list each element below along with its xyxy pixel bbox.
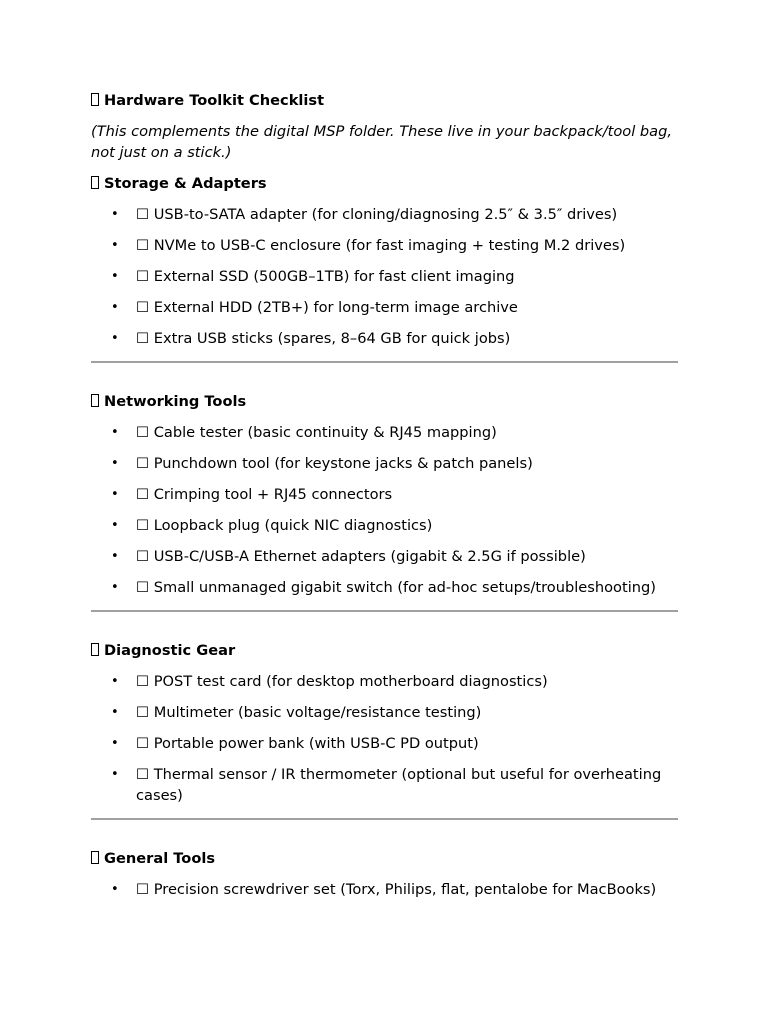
checklist-item-text: Small unmanaged gigabit switch (for ad-hoc setups/troubleshooting) xyxy=(153,579,656,596)
bullet-icon: • xyxy=(111,549,119,564)
checkbox-icon[interactable]: ☐ xyxy=(136,330,150,347)
bullet-icon: • xyxy=(111,674,119,689)
bullet-icon: • xyxy=(111,580,119,595)
checklist-item xyxy=(91,297,678,318)
section-general-tools xyxy=(91,848,678,900)
checklist-item xyxy=(91,671,678,692)
missing-glyph-icon xyxy=(91,176,99,189)
checklist-item xyxy=(91,764,678,806)
section-heading-text: Diagnostic Gear xyxy=(104,642,236,659)
checklist-item-text: Cable tester (basic continuity & RJ45 mapping) xyxy=(153,424,497,441)
checklist xyxy=(91,204,678,349)
bullet-icon: • xyxy=(111,882,119,897)
section-heading-text: Storage & Adapters xyxy=(104,175,267,192)
checklist-item xyxy=(91,422,678,443)
checkbox-icon[interactable]: ☐ xyxy=(136,455,150,472)
checkbox-icon[interactable]: ☐ xyxy=(136,673,150,690)
bullet-icon: • xyxy=(111,238,119,253)
checkbox-icon[interactable]: ☐ xyxy=(136,206,150,223)
checkbox-icon[interactable]: ☐ xyxy=(136,424,150,441)
checkbox-icon[interactable]: ☐ xyxy=(136,268,150,285)
checklist-item-text: Extra USB sticks (spares, 8–64 GB for quick jobs) xyxy=(153,330,511,347)
checkbox-icon[interactable]: ☐ xyxy=(136,299,150,316)
section-heading-text: Networking Tools xyxy=(104,393,247,410)
checklist-item-text: Thermal sensor / IR thermometer (optional but useful for overheating cases) xyxy=(136,766,662,804)
missing-glyph-icon xyxy=(91,643,99,656)
checklist-item-text: NVMe to USB-C enclosure (for fast imaging + testing M.2 drives) xyxy=(153,237,626,254)
checklist-item xyxy=(91,328,678,349)
section-diagnostic-gear xyxy=(91,640,678,820)
section-heading xyxy=(91,173,678,195)
checkbox-icon[interactable]: ☐ xyxy=(136,486,150,503)
checklist-item-text: Portable power bank (with USB-C PD output) xyxy=(153,735,479,752)
section-heading xyxy=(91,640,678,662)
checklist-item-text: POST test card (for desktop motherboard diagnostics) xyxy=(153,673,548,690)
checklist-item xyxy=(91,733,678,754)
bullet-icon: • xyxy=(111,207,119,222)
checklist-item xyxy=(91,879,678,900)
checklist-item-text: Punchdown tool (for keystone jacks & patch panels) xyxy=(153,455,533,472)
checklist-item-text: Multimeter (basic voltage/resistance testing) xyxy=(153,704,482,721)
bullet-icon: • xyxy=(111,518,119,533)
bullet-icon: • xyxy=(111,736,119,751)
checkbox-icon[interactable]: ☐ xyxy=(136,517,150,534)
document-title-text: Hardware Toolkit Checklist xyxy=(104,92,325,109)
bullet-icon: • xyxy=(111,705,119,720)
checklist-item-text: External HDD (2TB+) for long-term image archive xyxy=(153,299,518,316)
checkbox-icon[interactable]: ☐ xyxy=(136,735,150,752)
checklist xyxy=(91,422,678,598)
checklist-item xyxy=(91,235,678,256)
bullet-icon: • xyxy=(111,767,119,782)
checklist-item xyxy=(91,702,678,723)
checklist-item-text: Loopback plug (quick NIC diagnostics) xyxy=(153,517,433,534)
section-storage-adapters xyxy=(91,173,678,363)
checkbox-icon[interactable]: ☐ xyxy=(136,881,150,898)
checklist-item-text: Crimping tool + RJ45 connectors xyxy=(153,486,393,503)
checkbox-icon[interactable]: ☐ xyxy=(136,579,150,596)
bullet-icon: • xyxy=(111,331,119,346)
checklist-item xyxy=(91,204,678,225)
section-networking-tools xyxy=(91,391,678,612)
section-divider xyxy=(91,361,678,363)
checklist-item xyxy=(91,546,678,567)
checklist-item xyxy=(91,484,678,505)
checkbox-icon[interactable]: ☐ xyxy=(136,766,150,783)
bullet-icon: • xyxy=(111,456,119,471)
section-divider xyxy=(91,610,678,612)
checkbox-icon[interactable]: ☐ xyxy=(136,704,150,721)
section-heading xyxy=(91,848,678,870)
checklist-item xyxy=(91,453,678,474)
checklist-item-text: External SSD (500GB–1TB) for fast client imaging xyxy=(153,268,515,285)
section-divider xyxy=(91,818,678,820)
bullet-icon: • xyxy=(111,487,119,502)
checklist-item-text: USB-to-SATA adapter (for cloning/diagnosing 2.5″ & 3.5″ drives) xyxy=(153,206,618,223)
section-heading xyxy=(91,391,678,413)
document-title xyxy=(91,90,678,112)
intro-note: (This complements the digital MSP folder. These live in your backpack/tool bag, not just on a stick.) xyxy=(91,123,672,161)
checklist-item-text: USB-C/USB-A Ethernet adapters (gigabit & 2.5G if possible) xyxy=(153,548,586,565)
checklist-item xyxy=(91,577,678,598)
checkbox-icon[interactable]: ☐ xyxy=(136,548,150,565)
bullet-icon: • xyxy=(111,269,119,284)
section-heading-text: General Tools xyxy=(104,850,216,867)
missing-glyph-icon xyxy=(91,93,99,106)
checklist xyxy=(91,879,678,900)
missing-glyph-icon xyxy=(91,394,99,407)
checklist xyxy=(91,671,678,806)
checklist-item xyxy=(91,266,678,287)
checkbox-icon[interactable]: ☐ xyxy=(136,237,150,254)
bullet-icon: • xyxy=(111,425,119,440)
bullet-icon: • xyxy=(111,300,119,315)
checklist-item xyxy=(91,515,678,536)
checklist-item-text: Precision screwdriver set (Torx, Philips, flat, pentalobe for MacBooks) xyxy=(153,881,657,898)
missing-glyph-icon xyxy=(91,851,99,864)
